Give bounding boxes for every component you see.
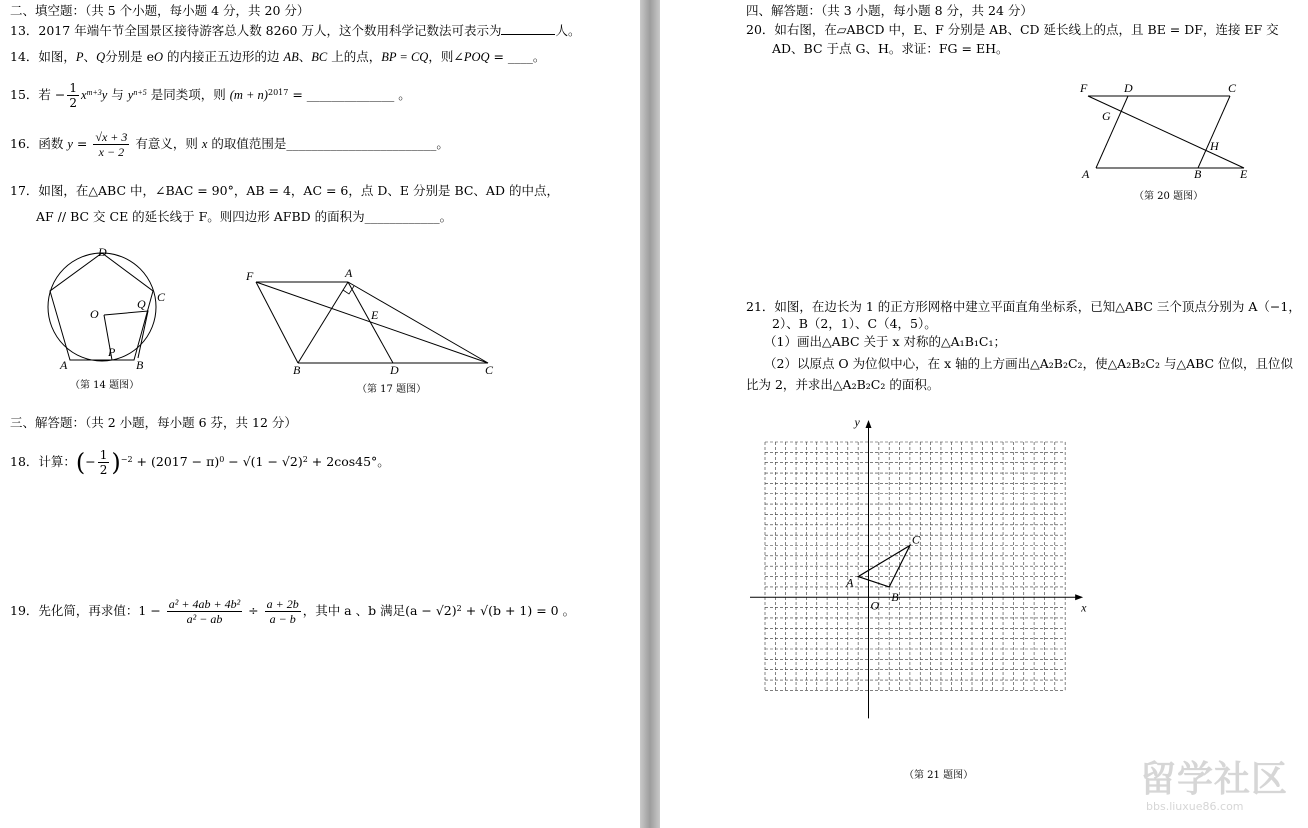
q14-q: Q — [96, 50, 106, 64]
question-14 — [10, 49, 545, 65]
q16-fraction — [93, 130, 129, 159]
q18-part2-exp: 0 — [219, 455, 225, 464]
q18-fraction — [98, 448, 110, 477]
q14-bc: BC — [311, 50, 328, 64]
question-20-line-1: 20．如右图，在▱ABCD 中，E、F 分别是 AB、CD 延长线上的点，且 BE = DF，连接 EF 交 — [746, 22, 1279, 37]
fig17-label-a: A — [345, 266, 353, 280]
q18-exp: −2 — [120, 455, 133, 464]
question-13 — [10, 22, 580, 39]
q19-mid: ，其中 a 、b 满足(a − √2) — [302, 603, 457, 618]
q18-minus: − — [85, 454, 96, 469]
q16-y: y — [67, 137, 73, 151]
q18-part3-exp: 2 — [302, 455, 308, 464]
left-page — [0, 0, 640, 828]
q14-p: P — [75, 50, 84, 64]
question-15 — [10, 80, 411, 110]
fig17-label-b: B — [293, 363, 301, 377]
q14-tail: = ____。 — [489, 49, 546, 64]
q18-frac-num: 1 — [99, 448, 108, 462]
question-17-line-2: AF // BC 交 CE 的延长线于 F。则四边形 AFBD 的面积为____________。 — [36, 209, 453, 224]
y-axis-label: y — [854, 415, 860, 429]
question-21-line-2: 2）、B（2，1）、C（4，5）。 — [772, 316, 937, 331]
q14-o: O — [153, 50, 163, 64]
fig14-label-p: P — [108, 345, 116, 359]
q15-expr-exp: 2017 — [267, 88, 289, 97]
figure-17 — [246, 268, 496, 378]
section-4-heading: 四、解答题：（共 3 小题，每小题 8 分，共 24 分） — [746, 3, 1033, 18]
q14-mid1: 分别是 e — [105, 49, 154, 64]
q15-expr: (m + n) — [229, 88, 268, 102]
q15-mid: 与 — [107, 87, 128, 102]
question-21-line-4: （2）以原点 O 为位似中心，在 x 轴的上方画出△A₂B₂C₂，使△A₂B₂C₂ 与△ABC 位似，且位似 — [764, 356, 1294, 371]
fig14-label-b: B — [136, 358, 144, 372]
fig20-label-d: D — [1124, 81, 1133, 95]
q15-y2: y — [127, 88, 134, 102]
q18-prefix: 18．计算： — [10, 454, 76, 469]
q14-sep1: 、 — [83, 49, 97, 64]
figure-20-caption: （第 20 题图） — [1134, 191, 1204, 202]
point-c-label: C — [911, 532, 920, 547]
q16-prefix: 16．函数 — [10, 136, 68, 151]
fig20-label-g: G — [1102, 109, 1111, 123]
fig14-label-a: A — [60, 358, 68, 372]
figure-17-caption: （第 17 题图） — [357, 384, 427, 395]
fig17-label-d: D — [390, 363, 399, 377]
fig20-label-c: C — [1228, 81, 1237, 95]
watermark-title: 留学社区 — [1140, 759, 1289, 800]
q19-f1-num: a² + 4ab + 4b² — [168, 597, 241, 611]
q14-mid3: 上的点， — [327, 49, 382, 64]
figure-14-caption: （第 14 题图） — [70, 380, 140, 391]
q19-fraction-1 — [167, 597, 242, 626]
question-21-line-3: （1）画出△ABC 关于 x 对称的△A₁B₁C₁； — [764, 334, 1006, 349]
fig17-label-e: E — [371, 308, 379, 322]
fig14-label-d: D — [98, 245, 107, 259]
question-19 — [10, 595, 575, 627]
q14-eq: BP = CQ — [381, 50, 429, 64]
watermark-url: bbs.liuxue86.com — [1146, 800, 1244, 813]
page-gutter — [640, 0, 660, 828]
q16-eq: = — [72, 136, 92, 151]
q18-tail: + 2cos45°。 — [307, 454, 390, 469]
q19-f2-num: a + 2b — [266, 597, 299, 611]
q16-mid: 有意义，则 — [131, 136, 202, 151]
q14-prefix: 14．如图， — [10, 49, 76, 64]
fig20-label-a: A — [1082, 167, 1090, 181]
fig17-label-c: C — [485, 363, 494, 377]
q15-y: y — [101, 88, 108, 102]
question-16 — [10, 128, 449, 160]
q15-x-exp: m+3 — [86, 88, 102, 97]
q19-tail: + √(b + 1) = 0 。 — [461, 603, 576, 618]
figure-20 — [1078, 80, 1258, 180]
q15-fraction — [67, 81, 79, 110]
question-21-line-1: 21．如图，在边长为 1 的正方形网格中建立平面直角坐标系，已知△ABC 三个顶点分别为 A（−1， — [746, 299, 1301, 314]
x-axis-label: x — [1081, 600, 1087, 615]
figure-21-grid — [750, 410, 1140, 770]
origin-label: O — [870, 598, 880, 613]
q15-prefix: 15．若 − — [10, 87, 66, 102]
q14-mid4: ，则∠ — [428, 49, 464, 64]
q19-mid-exp: 2 — [456, 604, 462, 613]
q14-ab: AB — [283, 50, 299, 64]
fig17-label-f: F — [246, 269, 254, 283]
question-20-line-2: AD、BC 于点 G、H。求证：FG = EH。 — [772, 41, 1009, 56]
q14-sep2: 、 — [298, 49, 312, 64]
q15-y2-exp: n+5 — [133, 88, 147, 97]
q18-part3: − √(1 − √2) — [224, 454, 303, 469]
fig20-label-e: E — [1240, 167, 1248, 181]
q15-frac-num: 1 — [69, 81, 77, 95]
fig20-label-h: H — [1210, 139, 1219, 153]
site-watermark — [1140, 760, 1300, 820]
q19-div: ÷ — [244, 603, 263, 618]
figure-21-caption: （第 21 题图） — [904, 770, 974, 781]
q19-fraction-2 — [265, 597, 301, 626]
q15-frac-den: 2 — [69, 96, 77, 110]
section-3-heading: 三、解答题：（共 2 小题，每小题 6 芬，共 12 分） — [10, 415, 297, 430]
q14-mid2: 的内接正五边形的边 — [163, 49, 284, 64]
y-axis-arrow — [866, 420, 872, 428]
q13-blank — [501, 22, 555, 35]
figure-14 — [40, 245, 170, 375]
fig20-label-b: B — [1194, 167, 1202, 181]
point-a-label: A — [846, 575, 854, 590]
q19-prefix: 19．先化简，再求值：1 − — [10, 603, 165, 618]
fig14-label-q: Q — [137, 297, 146, 311]
q13-text: 13．2017 年端午节全国景区接待游客总人数 8260 万人，这个数用科学记数法可表示为 — [10, 23, 502, 38]
q15-tail: = ______________ 。 — [288, 87, 411, 102]
question-17-line-1: 17．如图，在△ABC 中，∠BAC = 90°，AB = 4，AC = 6，点 D、E 分别是 BC、AD 的中点， — [10, 183, 559, 198]
question-21-line-5: 比为 2，并求出△A₂B₂C₂ 的面积。 — [746, 377, 940, 392]
q18-part2: + (2017 − π) — [132, 454, 220, 469]
question-18: 18．计算：(− $\frac{1}{2}$ )$^{-2} + (2017 - \pi)^0 - √(1 - √2)^2 + 2\cos 45^\circ$。 — [10, 448, 390, 477]
q14-poq: POQ — [463, 50, 490, 64]
fig14-label-c: C — [157, 290, 166, 304]
right-page — [660, 0, 1308, 828]
q19-f1-den: a² − ab — [186, 612, 223, 626]
q16-tail: 的取值范围是________________________。 — [207, 136, 449, 151]
q16-num: √x + 3 — [95, 130, 128, 144]
point-b-label: B — [891, 589, 899, 604]
q16-den: x − 2 — [98, 145, 125, 159]
section-2-heading: 二、填空题：（共 5 个小题，每小题 4 分，共 20 分） — [10, 3, 310, 18]
fig14-label-o: O — [90, 307, 99, 321]
q15-mid2: 是同类项，则 — [146, 87, 230, 102]
q16-x: x — [201, 137, 208, 151]
q15-x: x — [81, 88, 87, 102]
fig20-label-f: F — [1080, 81, 1088, 95]
q13-tail: 人。 — [555, 23, 581, 38]
q19-f2-den: a − b — [269, 612, 296, 626]
q18-frac-den: 2 — [99, 463, 108, 477]
